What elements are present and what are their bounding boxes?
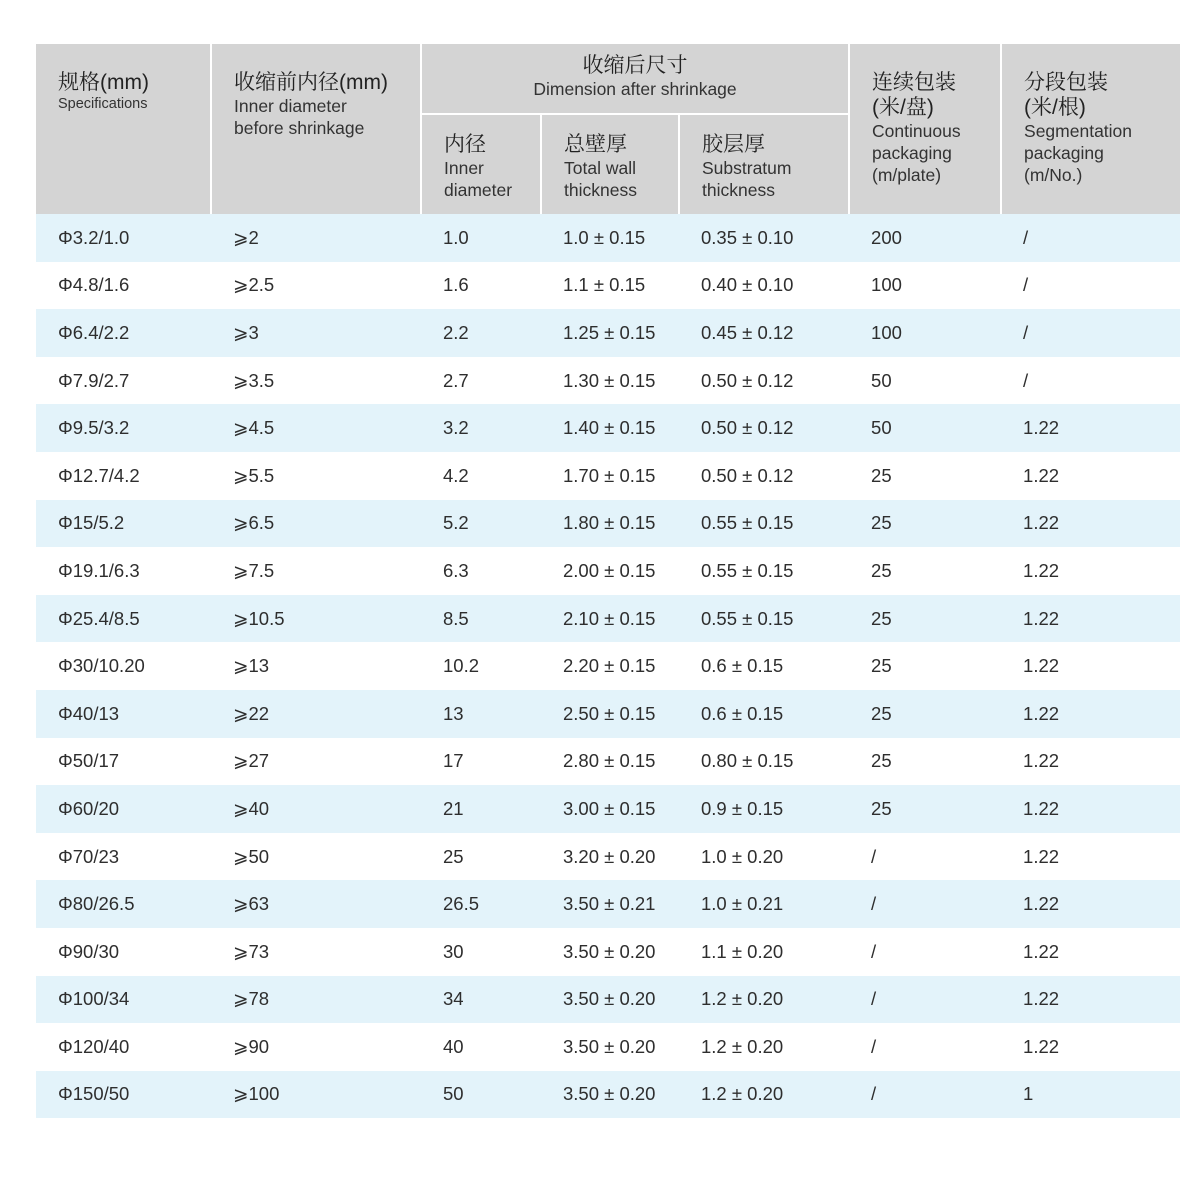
continuous-cell: 25 bbox=[849, 642, 1001, 690]
header-specifications-cn: 规格(mm) bbox=[58, 71, 149, 94]
continuous-cell: / bbox=[849, 880, 1001, 928]
segment-cell: 1.22 bbox=[1001, 404, 1180, 452]
substratum-cell: 0.80 ± 0.15 bbox=[679, 738, 849, 786]
inner-diameter-cell: 1.6 bbox=[421, 262, 541, 310]
total-wall-cell: 3.50 ± 0.20 bbox=[541, 1023, 679, 1071]
header-inner-before-en-line2: before shrinkage bbox=[234, 118, 365, 138]
continuous-cell: 25 bbox=[849, 547, 1001, 595]
header-segment-cn-line2: (米/根) bbox=[1024, 96, 1086, 119]
inner-diameter-cell: 26.5 bbox=[421, 880, 541, 928]
header-wall-cn: 总壁厚 bbox=[564, 133, 627, 156]
header-inner-diameter bbox=[421, 114, 541, 214]
spec-cell: Φ60/20 bbox=[36, 785, 211, 833]
inner-before-cell: ⩾3 bbox=[211, 309, 421, 357]
header-segmentation-packaging bbox=[1001, 44, 1180, 214]
header-inner-en-line1: Inner bbox=[444, 158, 484, 178]
header-substratum-en-line2: thickness bbox=[702, 180, 775, 200]
continuous-cell: / bbox=[849, 928, 1001, 976]
header-total-wall-thickness bbox=[541, 114, 679, 214]
inner-diameter-cell: 21 bbox=[421, 785, 541, 833]
table-body bbox=[36, 214, 1180, 1118]
inner-diameter-cell: 5.2 bbox=[421, 500, 541, 548]
inner-diameter-cell: 2.7 bbox=[421, 357, 541, 405]
inner-diameter-cell: 8.5 bbox=[421, 595, 541, 643]
inner-before-cell: ⩾2.5 bbox=[211, 262, 421, 310]
spec-cell: Φ70/23 bbox=[36, 833, 211, 881]
header-dimension-after-shrinkage bbox=[421, 44, 849, 114]
inner-before-cell: ⩾40 bbox=[211, 785, 421, 833]
table-row bbox=[36, 642, 1180, 690]
header-after-en: Dimension after shrinkage bbox=[533, 79, 737, 99]
header-substratum-en-line1: Substratum bbox=[702, 158, 792, 178]
total-wall-cell: 2.00 ± 0.15 bbox=[541, 547, 679, 595]
table-row bbox=[36, 785, 1180, 833]
substratum-cell: 1.2 ± 0.20 bbox=[679, 976, 849, 1024]
total-wall-cell: 3.50 ± 0.20 bbox=[541, 928, 679, 976]
inner-before-cell: ⩾4.5 bbox=[211, 404, 421, 452]
inner-diameter-cell: 50 bbox=[421, 1071, 541, 1119]
total-wall-cell: 2.20 ± 0.15 bbox=[541, 642, 679, 690]
inner-before-cell: ⩾6.5 bbox=[211, 500, 421, 548]
header-inner-before-en-line1: Inner diameter bbox=[234, 96, 347, 116]
spec-cell: Φ12.7/4.2 bbox=[36, 452, 211, 500]
substratum-cell: 1.1 ± 0.20 bbox=[679, 928, 849, 976]
table-row bbox=[36, 357, 1180, 405]
total-wall-cell: 1.30 ± 0.15 bbox=[541, 357, 679, 405]
segment-cell: 1.22 bbox=[1001, 452, 1180, 500]
continuous-cell: 50 bbox=[849, 404, 1001, 452]
segment-cell: 1.22 bbox=[1001, 833, 1180, 881]
inner-before-cell: ⩾78 bbox=[211, 976, 421, 1024]
header-specifications-en: Specifications bbox=[58, 96, 148, 112]
continuous-cell: 25 bbox=[849, 595, 1001, 643]
inner-diameter-cell: 17 bbox=[421, 738, 541, 786]
spec-cell: Φ30/10.20 bbox=[36, 642, 211, 690]
substratum-cell: 1.2 ± 0.20 bbox=[679, 1071, 849, 1119]
substratum-cell: 0.50 ± 0.12 bbox=[679, 404, 849, 452]
segment-cell: / bbox=[1001, 357, 1180, 405]
continuous-cell: 25 bbox=[849, 690, 1001, 738]
total-wall-cell: 1.25 ± 0.15 bbox=[541, 309, 679, 357]
inner-before-cell: ⩾73 bbox=[211, 928, 421, 976]
inner-before-cell: ⩾22 bbox=[211, 690, 421, 738]
continuous-cell: / bbox=[849, 833, 1001, 881]
substratum-cell: 0.6 ± 0.15 bbox=[679, 642, 849, 690]
spec-cell: Φ25.4/8.5 bbox=[36, 595, 211, 643]
total-wall-cell: 2.50 ± 0.15 bbox=[541, 690, 679, 738]
substratum-cell: 0.55 ± 0.15 bbox=[679, 500, 849, 548]
table-row bbox=[36, 928, 1180, 976]
header-inner-diameter-before bbox=[211, 44, 421, 214]
segment-cell: 1.22 bbox=[1001, 690, 1180, 738]
table-row bbox=[36, 500, 1180, 548]
total-wall-cell: 3.50 ± 0.20 bbox=[541, 976, 679, 1024]
inner-before-cell: ⩾3.5 bbox=[211, 357, 421, 405]
substratum-cell: 1.0 ± 0.20 bbox=[679, 833, 849, 881]
table-row bbox=[36, 976, 1180, 1024]
segment-cell: 1.22 bbox=[1001, 785, 1180, 833]
header-segment-en-line1: Segmentation bbox=[1024, 121, 1133, 141]
continuous-cell: / bbox=[849, 1023, 1001, 1071]
inner-diameter-cell: 34 bbox=[421, 976, 541, 1024]
total-wall-cell: 3.00 ± 0.15 bbox=[541, 785, 679, 833]
inner-before-cell: ⩾63 bbox=[211, 880, 421, 928]
substratum-cell: 0.45 ± 0.12 bbox=[679, 309, 849, 357]
table-row bbox=[36, 690, 1180, 738]
segment-cell: 1.22 bbox=[1001, 642, 1180, 690]
total-wall-cell: 3.20 ± 0.20 bbox=[541, 833, 679, 881]
table-row bbox=[36, 262, 1180, 310]
table-row bbox=[36, 404, 1180, 452]
substratum-cell: 1.2 ± 0.20 bbox=[679, 1023, 849, 1071]
table-row bbox=[36, 547, 1180, 595]
inner-before-cell: ⩾2 bbox=[211, 214, 421, 262]
total-wall-cell: 1.1 ± 0.15 bbox=[541, 262, 679, 310]
segment-cell: 1.22 bbox=[1001, 976, 1180, 1024]
table-row bbox=[36, 1023, 1180, 1071]
inner-before-cell: ⩾7.5 bbox=[211, 547, 421, 595]
segment-cell: / bbox=[1001, 262, 1180, 310]
total-wall-cell: 1.40 ± 0.15 bbox=[541, 404, 679, 452]
spec-cell: Φ6.4/2.2 bbox=[36, 309, 211, 357]
header-inner-cn: 内径 bbox=[444, 133, 486, 156]
table-row bbox=[36, 452, 1180, 500]
spec-cell: Φ150/50 bbox=[36, 1071, 211, 1119]
header-continuous-en-line2: packaging bbox=[872, 143, 952, 163]
total-wall-cell: 1.0 ± 0.15 bbox=[541, 214, 679, 262]
continuous-cell: / bbox=[849, 1071, 1001, 1119]
table-row bbox=[36, 595, 1180, 643]
header-inner-before-cn: 收缩前内径(mm) bbox=[234, 71, 388, 94]
substratum-cell: 0.9 ± 0.15 bbox=[679, 785, 849, 833]
segment-cell: 1.22 bbox=[1001, 1023, 1180, 1071]
table-row bbox=[36, 1071, 1180, 1119]
continuous-cell: 25 bbox=[849, 785, 1001, 833]
substratum-cell: 0.6 ± 0.15 bbox=[679, 690, 849, 738]
segment-cell: 1.22 bbox=[1001, 928, 1180, 976]
substratum-cell: 0.55 ± 0.15 bbox=[679, 547, 849, 595]
continuous-cell: 25 bbox=[849, 500, 1001, 548]
header-wall-en-line2: thickness bbox=[564, 180, 637, 200]
spec-cell: Φ9.5/3.2 bbox=[36, 404, 211, 452]
inner-diameter-cell: 2.2 bbox=[421, 309, 541, 357]
spec-cell: Φ100/34 bbox=[36, 976, 211, 1024]
inner-before-cell: ⩾27 bbox=[211, 738, 421, 786]
inner-diameter-cell: 10.2 bbox=[421, 642, 541, 690]
spec-cell: Φ19.1/6.3 bbox=[36, 547, 211, 595]
spec-cell: Φ90/30 bbox=[36, 928, 211, 976]
header-continuous-en-line3: (m/plate) bbox=[872, 165, 942, 185]
spec-cell: Φ80/26.5 bbox=[36, 880, 211, 928]
total-wall-cell: 2.80 ± 0.15 bbox=[541, 738, 679, 786]
continuous-cell: 50 bbox=[849, 357, 1001, 405]
inner-before-cell: ⩾90 bbox=[211, 1023, 421, 1071]
table-row bbox=[36, 833, 1180, 881]
spec-cell: Φ40/13 bbox=[36, 690, 211, 738]
header-substratum-cn: 胶层厚 bbox=[702, 133, 765, 156]
segment-cell: 1.22 bbox=[1001, 738, 1180, 786]
total-wall-cell: 1.80 ± 0.15 bbox=[541, 500, 679, 548]
substratum-cell: 0.50 ± 0.12 bbox=[679, 357, 849, 405]
continuous-cell: 200 bbox=[849, 214, 1001, 262]
header-segment-cn-line1: 分段包装 bbox=[1024, 71, 1109, 94]
inner-diameter-cell: 13 bbox=[421, 690, 541, 738]
segment-cell: / bbox=[1001, 309, 1180, 357]
spec-cell: Φ4.8/1.6 bbox=[36, 262, 211, 310]
segment-cell: / bbox=[1001, 214, 1180, 262]
inner-diameter-cell: 3.2 bbox=[421, 404, 541, 452]
substratum-cell: 0.40 ± 0.10 bbox=[679, 262, 849, 310]
continuous-cell: 100 bbox=[849, 309, 1001, 357]
segment-cell: 1.22 bbox=[1001, 880, 1180, 928]
header-wall-en-line1: Total wall bbox=[564, 158, 636, 178]
continuous-cell: 100 bbox=[849, 262, 1001, 310]
inner-diameter-cell: 4.2 bbox=[421, 452, 541, 500]
segment-cell: 1.22 bbox=[1001, 595, 1180, 643]
total-wall-cell: 3.50 ± 0.21 bbox=[541, 880, 679, 928]
header-continuous-packaging bbox=[849, 44, 1001, 214]
table-row bbox=[36, 309, 1180, 357]
continuous-cell: 25 bbox=[849, 738, 1001, 786]
specifications-table bbox=[36, 44, 1180, 1118]
segment-cell: 1 bbox=[1001, 1071, 1180, 1119]
inner-diameter-cell: 25 bbox=[421, 833, 541, 881]
header-inner-en-line2: diameter bbox=[444, 180, 513, 200]
total-wall-cell: 1.70 ± 0.15 bbox=[541, 452, 679, 500]
inner-diameter-cell: 40 bbox=[421, 1023, 541, 1071]
header-continuous-cn-line2: (米/盘) bbox=[872, 96, 934, 119]
spec-cell: Φ50/17 bbox=[36, 738, 211, 786]
segment-cell: 1.22 bbox=[1001, 500, 1180, 548]
spec-cell: Φ3.2/1.0 bbox=[36, 214, 211, 262]
header-continuous-cn-line1: 连续包装 bbox=[872, 71, 957, 94]
header-after-cn: 收缩后尺寸 bbox=[582, 54, 688, 77]
total-wall-cell: 3.50 ± 0.20 bbox=[541, 1071, 679, 1119]
header-segment-en-line3: (m/No.) bbox=[1024, 165, 1083, 185]
table-row bbox=[36, 880, 1180, 928]
substratum-cell: 0.55 ± 0.15 bbox=[679, 595, 849, 643]
table-row bbox=[36, 738, 1180, 786]
inner-before-cell: ⩾50 bbox=[211, 833, 421, 881]
inner-diameter-cell: 1.0 bbox=[421, 214, 541, 262]
inner-before-cell: ⩾10.5 bbox=[211, 595, 421, 643]
header-continuous-en-line1: Continuous bbox=[872, 121, 961, 141]
total-wall-cell: 2.10 ± 0.15 bbox=[541, 595, 679, 643]
segment-cell: 1.22 bbox=[1001, 547, 1180, 595]
inner-before-cell: ⩾13 bbox=[211, 642, 421, 690]
spec-cell: Φ120/40 bbox=[36, 1023, 211, 1071]
header-substratum-thickness bbox=[679, 114, 849, 214]
spec-cell: Φ15/5.2 bbox=[36, 500, 211, 548]
substratum-cell: 1.0 ± 0.21 bbox=[679, 880, 849, 928]
substratum-cell: 0.35 ± 0.10 bbox=[679, 214, 849, 262]
continuous-cell: 25 bbox=[849, 452, 1001, 500]
inner-diameter-cell: 6.3 bbox=[421, 547, 541, 595]
inner-diameter-cell: 30 bbox=[421, 928, 541, 976]
inner-before-cell: ⩾100 bbox=[211, 1071, 421, 1119]
header-specifications bbox=[36, 44, 211, 214]
spec-cell: Φ7.9/2.7 bbox=[36, 357, 211, 405]
header-segment-en-line2: packaging bbox=[1024, 143, 1104, 163]
continuous-cell: / bbox=[849, 976, 1001, 1024]
inner-before-cell: ⩾5.5 bbox=[211, 452, 421, 500]
table-row bbox=[36, 214, 1180, 262]
substratum-cell: 0.50 ± 0.12 bbox=[679, 452, 849, 500]
